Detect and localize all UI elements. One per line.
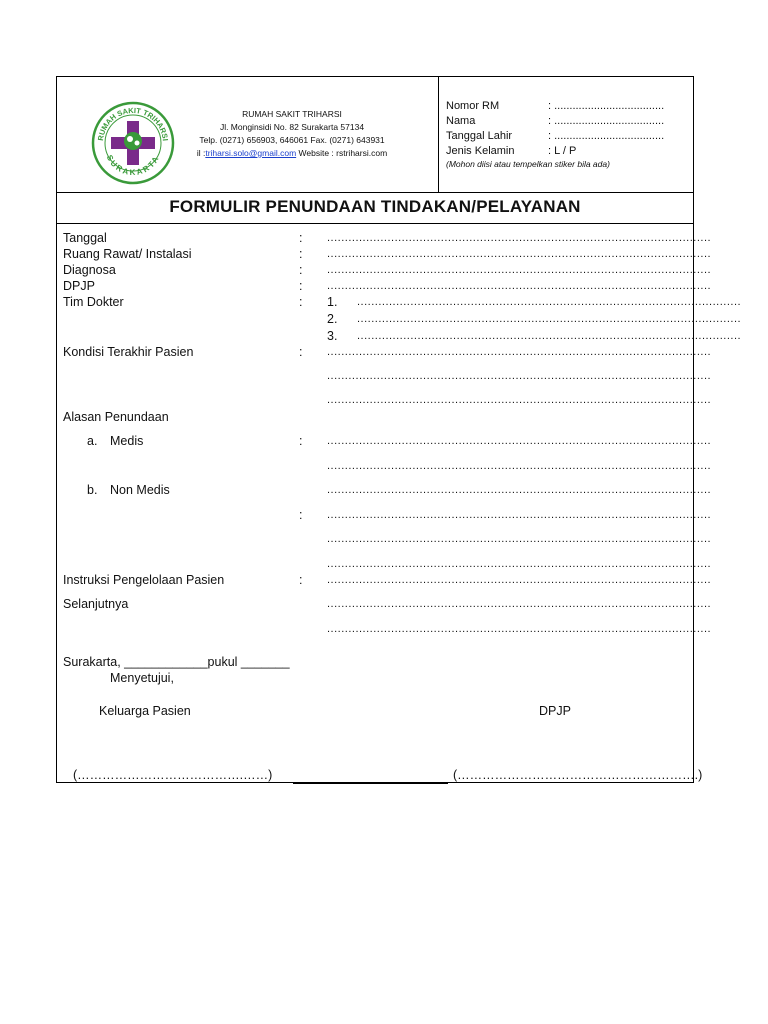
logo-text-bottom: SURAKARTA xyxy=(104,153,162,178)
field-non-medis-4[interactable]: ............................................................................................................ xyxy=(327,558,712,570)
label-alasan: Alasan Penundaan xyxy=(63,410,169,424)
colon: : xyxy=(299,295,303,309)
team-number-2: 2. xyxy=(327,312,338,326)
label-medis: Medis xyxy=(110,434,144,448)
field-dpjp[interactable]: ............................................................................................................ xyxy=(327,280,712,292)
family-label: Keluarga Pasien xyxy=(99,704,191,718)
header-divider xyxy=(438,77,439,192)
hospital-info xyxy=(167,108,417,160)
field-kondisi-1[interactable]: ............................................................................................................ xyxy=(327,346,712,358)
field-non-medis-1[interactable]: ............................................................................................................ xyxy=(327,484,712,496)
patient-id-note: (Mohon diisi atau tempelkan stiker bila ada) xyxy=(446,159,610,169)
label-tanggal: Tanggal xyxy=(63,231,107,245)
agree-text: Menyetujui, xyxy=(110,671,174,685)
form-frame xyxy=(56,76,742,783)
field-instruksi-1[interactable]: ............................................................................................................ xyxy=(327,574,712,586)
patient-sex-label: Jenis Kelamin xyxy=(446,145,515,157)
hospital-address: Jl. Monginsidi No. 82 Surakarta 57134 xyxy=(219,122,365,132)
dpjp-label: DPJP xyxy=(539,704,571,718)
hospital-logo xyxy=(91,101,175,185)
field-medis-1[interactable]: ............................................................................................................ xyxy=(327,435,712,447)
logo-text-top: RUMAH SAKIT TRIHARSI xyxy=(96,105,170,142)
patient-name-value[interactable]: : .................................... xyxy=(548,115,665,127)
field-tim-2[interactable]: ............................................................................................................ xyxy=(357,313,742,325)
middle-rule xyxy=(293,783,448,784)
marker-medis: a. xyxy=(87,434,98,448)
field-instruksi-2[interactable]: ............................................................................................................ xyxy=(327,598,712,610)
hospital-name: RUMAH SAKIT TRIHARSI xyxy=(242,109,342,119)
dpjp-signature-line[interactable]: (………………………………………………….) xyxy=(453,768,703,782)
title-bottom-line xyxy=(57,223,693,224)
label-non-medis: Non Medis xyxy=(110,483,170,497)
field-instruksi-3[interactable]: ............................................................................................................ xyxy=(327,623,712,635)
field-medis-2[interactable]: ............................................................................................................ xyxy=(327,460,712,472)
email-link[interactable]: triharsi.solo@gmail.com xyxy=(205,148,297,158)
label-dpjp: DPJP xyxy=(63,279,95,293)
hospital-phone: Telp. (0271) 656903, 646061 Fax. (0271) 643931 xyxy=(199,135,385,145)
field-tanggal[interactable]: ............................................................................................................ xyxy=(327,232,712,244)
label-kondisi: Kondisi Terakhir Pasien xyxy=(63,345,194,359)
patient-dob-value[interactable]: : .................................... xyxy=(548,130,665,142)
field-kondisi-2[interactable]: ............................................................................................................ xyxy=(327,370,712,382)
colon: : xyxy=(299,345,303,359)
field-ruang[interactable]: ............................................................................................................ xyxy=(327,248,712,260)
website-text: Website : rstriharsi.com xyxy=(296,148,388,158)
place-date[interactable]: Surakarta, ____________pukul _______ xyxy=(63,655,290,669)
field-tim-3[interactable]: ............................................................................................................ xyxy=(357,330,742,342)
header-bottom-line xyxy=(57,192,693,193)
email-prefix: il : xyxy=(196,148,206,158)
label-diagnosa: Diagnosa xyxy=(63,263,116,277)
patient-dob-label: Tanggal Lahir xyxy=(446,130,513,142)
patient-sex-value[interactable]: : L / P xyxy=(548,145,577,157)
patient-rm-value[interactable]: : .................................... xyxy=(548,100,665,112)
colon: : xyxy=(299,434,303,448)
colon: : xyxy=(299,279,303,293)
marker-non-medis: b. xyxy=(87,483,98,497)
colon: : xyxy=(299,508,303,522)
colon: : xyxy=(299,231,303,245)
patient-rm-label: Nomor RM xyxy=(446,100,500,112)
team-number-1: 1. xyxy=(327,295,338,309)
colon: : xyxy=(299,263,303,277)
team-number-3: 3. xyxy=(327,329,338,343)
field-kondisi-3[interactable]: ............................................................................................................ xyxy=(327,394,712,406)
patient-name-label: Nama xyxy=(446,115,476,127)
field-non-medis-2[interactable]: ............................................................................................................ xyxy=(327,509,712,521)
family-signature-line[interactable]: (………………………………….……) xyxy=(73,768,273,782)
label-selanjutnya: Selanjutnya xyxy=(63,597,129,611)
hospital-contact xyxy=(167,147,417,160)
field-tim-1[interactable]: ............................................................................................................ xyxy=(357,296,742,308)
form-title: FORMULIR PENUNDAAN TINDAKAN/PELAYANAN xyxy=(169,197,581,216)
field-diagnosa[interactable]: ............................................................................................................ xyxy=(327,264,712,276)
colon: : xyxy=(299,573,303,587)
label-ruang: Ruang Rawat/ Instalasi xyxy=(63,247,192,261)
colon: : xyxy=(299,247,303,261)
label-tim-dokter: Tim Dokter xyxy=(63,295,124,309)
field-non-medis-3[interactable]: ............................................................................................................ xyxy=(327,533,712,545)
label-instruksi: Instruksi Pengelolaan Pasien xyxy=(63,573,225,587)
